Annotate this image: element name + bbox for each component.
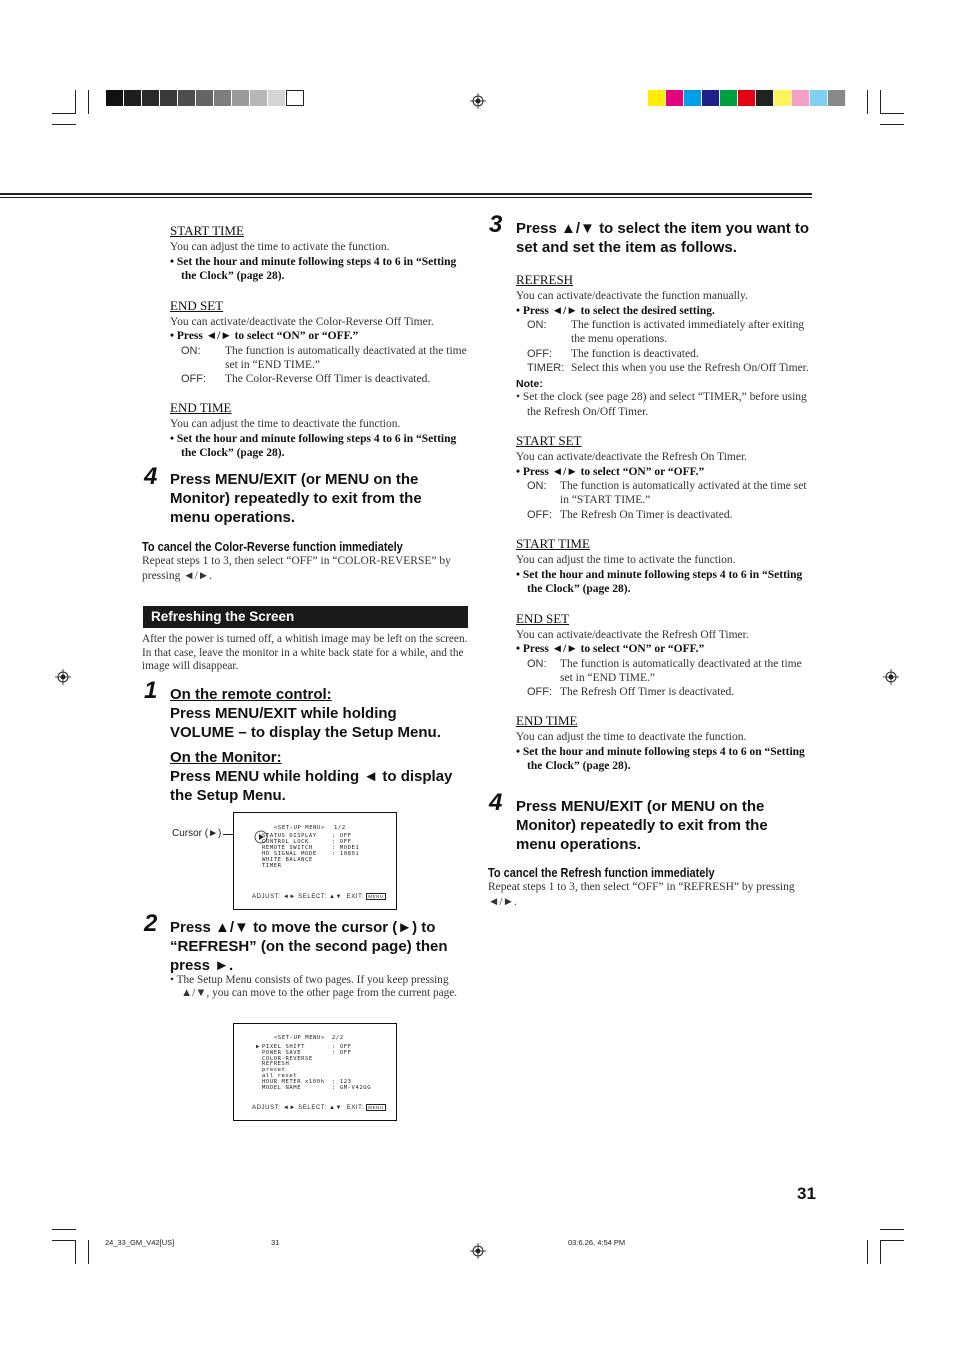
color-swatch xyxy=(196,90,214,106)
menu-value: : OFF xyxy=(332,833,352,839)
section-desc: You can activate/deactivate the Refresh On Timer. xyxy=(516,451,748,464)
menu-item: REMOTE SWITCH xyxy=(262,845,313,851)
footer-datetime: 03.6.26, 4:54 PM xyxy=(568,1238,626,1247)
monitor-text: Press MENU while holding ◄ to display the Setup Menu. xyxy=(170,768,453,804)
setup-menu-page-2 xyxy=(233,1023,397,1121)
left-column-top xyxy=(170,223,470,475)
registration-mark-icon xyxy=(55,669,71,685)
section-heading: END SET xyxy=(516,610,570,626)
cursor-label: Cursor (►) xyxy=(172,828,222,839)
end-set-section xyxy=(516,611,812,700)
right-column-top xyxy=(516,272,812,788)
menu-title: <SET-UP MENU> xyxy=(274,1035,325,1041)
menu-page: 1/2 xyxy=(334,825,346,831)
start-time-section xyxy=(516,536,812,597)
bullet-item: • The Setup Menu consists of two pages. If you keep pressing ▲/▼, you can move to the other page from the current page. xyxy=(170,974,458,999)
section-heading: REFRESH xyxy=(516,272,574,287)
menu-value: : OFF xyxy=(332,1044,352,1050)
color-swatch xyxy=(232,90,250,106)
section-heading: START TIME xyxy=(516,536,590,552)
step-instruction xyxy=(170,748,465,805)
menu-item: POWER SAVE xyxy=(262,1049,302,1056)
color-swatch xyxy=(124,90,142,106)
refresh-section xyxy=(516,272,812,419)
bullet-item: • Set the hour and minute following steps 4 to 6 in “Setting the Clock” (page 28). xyxy=(170,432,457,460)
end-time-section xyxy=(170,400,470,461)
step-instruction xyxy=(170,685,465,742)
section-heading: START SET xyxy=(516,433,582,449)
note-text: • Set the clock (see page 28) and select “TIMER,” before using the Refresh On/Off Timer. xyxy=(516,391,807,418)
section-desc: You can adjust the time to activate the function. xyxy=(516,554,736,567)
section-desc: You can activate/deactivate the function manually. xyxy=(516,290,748,302)
registration-mark-icon xyxy=(470,93,486,109)
start-time-section xyxy=(170,223,470,284)
step-instruction: Press MENU/EXIT (or MENU on the Monitor) repeatedly to exit from the menu operations. xyxy=(170,471,422,526)
header-rule xyxy=(0,193,812,195)
registration-mark-icon xyxy=(883,669,899,685)
cancel-text: Repeat steps 1 to 3, then select “OFF” in “REFRESH” by pressing ◄/►. xyxy=(488,881,795,908)
menu-item: HOUR METER x100h xyxy=(262,1078,325,1085)
option-on: ON: The function is activated immediately after exiting the menu operations. xyxy=(527,319,805,346)
menu-item: MODEL NAME xyxy=(262,1084,302,1091)
note-heading: Note: xyxy=(516,378,543,391)
bullet-item: • Press ◄/► to select “ON” or “OFF.” xyxy=(170,330,359,342)
option-off: OFF: The Refresh Off Timer is deactivated. xyxy=(527,686,735,699)
footer-file: 24_33_GM_V42[US] xyxy=(105,1238,175,1247)
option-on: ON: The function is automatically deactivated at the time set in “END TIME.” xyxy=(527,657,802,684)
bullet-item: • Press ◄/► to select “ON” or “OFF.” xyxy=(516,643,705,656)
color-swatch xyxy=(792,90,810,106)
step-number: 1 xyxy=(144,677,158,704)
color-swatch xyxy=(268,90,286,106)
menu-item: WHITE BALANCE xyxy=(262,857,313,863)
step-number: 4 xyxy=(144,463,158,490)
section-desc: You can adjust the time to deactivate the function. xyxy=(170,418,401,431)
menu-value: : OFF xyxy=(332,839,352,845)
step-instruction: Press MENU/EXIT (or MENU on the Monitor) repeatedly to exit from the menu operations. xyxy=(516,798,768,853)
menu-footer: ADJUST: ◄► SELECT: ▲▼ EXIT: MENU xyxy=(252,894,384,900)
color-swatch xyxy=(250,90,268,106)
note xyxy=(516,378,812,419)
process-color-bar xyxy=(648,90,846,106)
bullet-item: • Press ◄/► to select “ON” or “OFF.” xyxy=(516,465,705,478)
menu-item: COLOR-REVERSE xyxy=(262,1055,313,1062)
remote-text: Press MENU/EXIT while holding VOLUME – to display the Setup Menu. xyxy=(170,705,441,741)
option-off: OFF: The function is deactivated. xyxy=(527,347,699,360)
color-swatch xyxy=(142,90,160,106)
color-swatch xyxy=(828,90,846,106)
bullet-item: • Set the hour and minute following steps 4 to 6 on “Setting the Clock” (page 28). xyxy=(516,745,805,773)
color-swatch xyxy=(774,90,792,106)
cancel-color-reverse xyxy=(142,540,468,583)
cancel-heading: To cancel the Color-Reverse function immediately xyxy=(142,540,403,554)
option-on: ON: The function is automatically activated at the time set in “START TIME.” xyxy=(527,480,807,507)
end-time-section xyxy=(516,713,812,774)
menu-value: : OFF xyxy=(332,1049,352,1056)
step-number: 4 xyxy=(489,789,503,816)
step-instruction: Press ▲/▼ to select the item you want to set and set the item as follows. xyxy=(516,220,810,256)
color-swatch xyxy=(702,90,720,106)
section-heading: START TIME xyxy=(170,223,244,238)
color-swatch xyxy=(286,90,304,106)
footer-page: 31 xyxy=(271,1238,280,1247)
menu-value: : MODE1 xyxy=(332,845,360,851)
header-rule-thin xyxy=(0,197,812,198)
option-off: OFF: The Refresh On Timer is deactivated. xyxy=(527,508,733,521)
step-number: 2 xyxy=(144,910,158,937)
section-desc: You can adjust the time to activate the function. xyxy=(170,241,390,253)
menu-footer: ADJUST: ◄► SELECT: ▲▼ EXIT: MENU xyxy=(252,1105,384,1111)
menu-item: CONTROL LOCK xyxy=(262,839,309,845)
bullet-item: • Set the hour and minute following steps 4 to 6 in “Setting the Clock” (page 28). xyxy=(516,568,803,596)
color-swatch xyxy=(106,90,124,106)
cancel-refresh xyxy=(488,866,812,909)
color-swatch xyxy=(214,90,232,106)
color-swatch xyxy=(648,90,666,106)
menu-value: : GM-V42UG xyxy=(332,1084,372,1091)
color-swatch xyxy=(666,90,684,106)
section-heading: END SET xyxy=(170,297,224,313)
color-swatch xyxy=(160,90,178,106)
setup-menu-page-1 xyxy=(233,812,397,910)
menu-title: <SET-UP MENU> xyxy=(274,825,325,831)
color-swatch xyxy=(178,90,196,106)
monitor-heading: On the Monitor: xyxy=(170,749,282,766)
end-set-section xyxy=(170,298,470,387)
gray-color-bar xyxy=(106,90,304,106)
cancel-heading: To cancel the Refresh function immediately xyxy=(488,866,715,880)
color-swatch xyxy=(810,90,828,106)
bullet-item: • Set the hour and minute following steps 4 to 6 in “Setting the Clock” (page 28). xyxy=(170,255,457,282)
menu-item: REFRESH xyxy=(262,1061,290,1068)
registration-mark-icon xyxy=(470,1243,486,1259)
color-swatch xyxy=(738,90,756,106)
option-off: OFF: The Color-Reverse Off Timer is deactivated. xyxy=(181,373,431,386)
section-desc: You can adjust the time to deactivate the function. xyxy=(516,731,747,744)
option-on: ON: The function is automatically deactivated at the time set in “END TIME.” xyxy=(181,344,467,371)
menu-item: all reset xyxy=(262,1073,298,1079)
color-swatch xyxy=(756,90,774,106)
section-desc: You can activate/deactivate the Color-Reverse Off Timer. xyxy=(170,315,434,328)
menu-item: HD SIGNAL MODE xyxy=(262,851,317,857)
page-number: 31 xyxy=(797,1184,816,1203)
bullet-item: • Press ◄/► to select the desired setting. xyxy=(516,304,715,317)
section-banner: Refreshing the Screen xyxy=(143,606,468,628)
menu-item: TIMER xyxy=(262,863,282,869)
cancel-text: Repeat steps 1 to 3, then select “OFF” in “COLOR-REVERSE” by pressing ◄/►. xyxy=(142,555,451,582)
menu-value: : 1080i xyxy=(332,851,360,857)
step-number: 3 xyxy=(489,211,503,238)
color-swatch xyxy=(684,90,702,106)
section-heading: END TIME xyxy=(516,713,578,729)
color-swatch xyxy=(720,90,738,106)
option-timer: TIMER: Select this when you use the Refresh On/Off Timer. xyxy=(527,361,809,374)
menu-item: STATUS DISPLAY xyxy=(262,833,317,839)
menu-value: : 123 xyxy=(332,1078,352,1085)
intro-paragraph: After the power is turned off, a whitish image may be left on the screen. In that case, leave the monitor in a white back state for a while, and the image will disappear. xyxy=(142,633,468,672)
cursor-arrow-icon: ▶ xyxy=(256,1044,260,1050)
section-heading: END TIME xyxy=(170,400,232,416)
menu-page: 2/2 xyxy=(332,1035,344,1041)
start-set-section xyxy=(516,433,812,522)
menu-item: PIXEL SHIFT xyxy=(262,1044,306,1050)
menu-item: preset xyxy=(262,1067,286,1074)
section-desc: You can activate/deactivate the Refresh Off Timer. xyxy=(516,628,749,641)
step-instruction: Press ▲/▼ to move the cursor (►) to “REFRESH” (on the second page) then press ►. xyxy=(170,919,448,974)
remote-heading: On the remote control: xyxy=(170,686,332,703)
